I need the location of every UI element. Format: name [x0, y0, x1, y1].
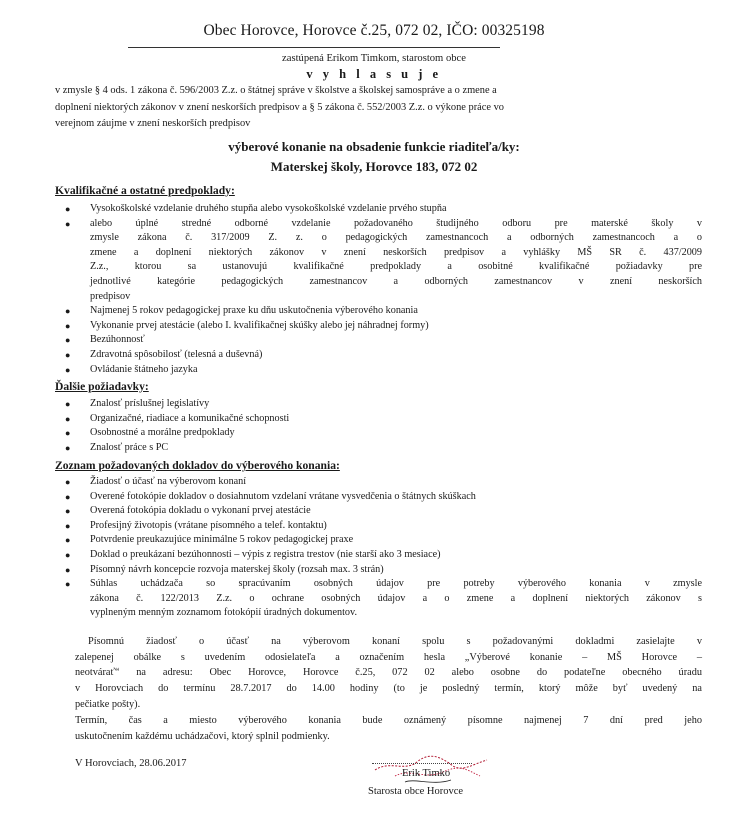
- list-item: ● Žiadosť o účasť na výberovom konaní: [60, 475, 702, 490]
- submission-line: v Horovciach do termínu 28.7.2017 do 14.00 hodiny (to je posledný termín, ktorý môže byť uvedený na: [75, 683, 702, 695]
- submission-paragraph: [75, 634, 702, 713]
- other-requirements-list: [60, 397, 702, 455]
- submission-line: zalepenej obálke s uvedením odosielateľa a označením hesla „Výberové konanie – MŠ Horovce –: [75, 651, 702, 663]
- notice-line: Termín, čas a miesto výberového konania bude oznámený písomne najmenej 7 dní pred jeho: [75, 715, 702, 726]
- list-item: ● Písomný návrh koncepcie rozvoja materskej školy (rozsah max. 3 strán): [60, 563, 702, 578]
- legal-basis-paragraph: [55, 83, 697, 133]
- bullet-icon: ●: [65, 349, 71, 360]
- signer-name: Erik Timko: [402, 768, 451, 779]
- bullet-icon: ●: [65, 413, 71, 424]
- handwritten-signature: [355, 742, 495, 792]
- bullet-icon: ●: [65, 564, 71, 575]
- bullet-icon: ●: [65, 477, 71, 487]
- bullet-icon: ●: [65, 364, 71, 375]
- list-item: ● Potvrdenie preukazujúce minimálne 5 rokov pedagogickej praxe: [60, 533, 702, 548]
- list-item: ● Vykonanie prvej atestácie (alebo I. kvalifikačnej skúšky alebo jej náhradnej formy): [60, 319, 702, 334]
- qualifications-heading: Kvalifikačné a ostatné predpoklady:: [55, 184, 235, 197]
- bullet-icon: ●: [65, 320, 71, 331]
- documents-heading: Zoznam požadovaných dokladov do výberového konania:: [55, 459, 340, 472]
- tender-title-line: Materskej školy, Horovce 183, 072 02: [270, 158, 478, 174]
- intro-line: v zmysle § 4 ods. 1 zákona č. 596/2003 Z.z. o štátnej správe v školstve a školskej samospráve a o zmene a: [55, 85, 497, 96]
- announce-heading: v y h l a s u j e: [306, 67, 442, 81]
- submission-line: pečiatke pošty).: [75, 698, 141, 710]
- list-item: ● Osobnostné a morálne predpoklady: [60, 426, 702, 441]
- list-item: ● Znalosť príslušnej legislatívy: [60, 397, 702, 412]
- list-item: ● Zdravotná spôsobilosť (telesná a duševná): [60, 348, 702, 363]
- bullet-icon: ●: [65, 506, 71, 517]
- bullet-icon: ●: [65, 306, 71, 317]
- bullet-icon: ●: [65, 549, 71, 560]
- intro-line: doplnení niektorých zákonov v znení neskorších predpisov a § 5 zákona č. 552/2003 Z.z. o výkone práce vo: [55, 101, 504, 113]
- list-item: ● Súhlas uchádzača so spracúvaním osobných údajov pre potreby výberového konania v zmysle zákona č. 122/2013 Z.z. o ochrane osobných údajov a o zmene a doplnení niektorých zákonov s vyplneným menným zoznamom fotokópií úradných dokumentov.: [65, 578, 702, 619]
- list-item: ● Overená fotokópia dokladu o vykonaní prvej atestácie: [60, 504, 702, 519]
- bullet-icon: ●: [65, 579, 71, 590]
- tender-title-line: výberové konanie na obsadenie funkcie riaditeľa/ky:: [228, 139, 520, 154]
- list-item: ● Profesijný životopis (vrátane písomného a telef. kontaktu): [60, 519, 702, 534]
- list-item: ● Najmenej 5 rokov pedagogickej praxe ku dňu uskutočnenia výberového konania: [60, 304, 702, 319]
- list-item: ● alebo úplné stredné odborné vzdelanie požadovaného študijného odboru pre materské školy v zmysle zákona č. 317/2009 Z. z. o pedagogických zamestnancoch a odborných zamestnancoch a o zmene a doplnení niektorých zákonov v znení neskorších predpisov a vyhlášky MŠ SR č. 437/2009 Z.z., ktorou sa ustanovujú kvalifikačné predpoklady a osobitné kvalifikačné požiadavky pre jednotlivé kategórie pedagogických zamestnancov a odborných zamestnancov v znení neskorších predpisov: [65, 217, 702, 302]
- notice-paragraph: [75, 713, 702, 744]
- represented-by-line: zastúpená Erikom Timkom, starostom obce: [282, 53, 466, 64]
- list-item: ● Vysokoškolské vzdelanie druhého stupňa alebo vysokoškolské vzdelanie prvého stupňa: [60, 202, 702, 217]
- bullet-icon: ●: [65, 399, 71, 409]
- bullet-icon: ●: [65, 535, 71, 546]
- bullet-icon: ●: [65, 335, 71, 346]
- bullet-icon: ●: [65, 520, 71, 531]
- bullet-icon: ●: [65, 442, 71, 453]
- list-item: ● Overené fotokópie dokladov o dosiahnutom vzdelaní vrátane vysvedčenia o štátnych skúškach: [60, 490, 702, 505]
- signature-line: [372, 763, 472, 764]
- bullet-icon: ●: [65, 428, 71, 439]
- list-item: ● Ovládanie štátneho jazyka: [60, 363, 702, 378]
- list-item: ● Organizačné, riadiace a komunikačné schopnosti: [60, 412, 702, 427]
- header-divider: [128, 47, 500, 48]
- tender-title: [0, 137, 748, 176]
- list-item: ● Doklad o preukázaní bezúhonnosti – výpis z registra trestov (nie starší ako 3 mesiace): [60, 548, 702, 563]
- bullet-icon: ●: [65, 491, 71, 502]
- signer-title: Starosta obce Horovce: [368, 786, 464, 797]
- place-date: V Horovciach, 28.06.2017: [75, 758, 187, 769]
- document-header-title: Obec Horovce, Horovce č.25, 072 02, IČO: 00325198: [203, 22, 545, 39]
- list-item: ● Bezúhonnosť: [60, 333, 702, 348]
- bullet-icon: ●: [65, 218, 71, 229]
- other-requirements-heading: Ďalšie požiadavky:: [55, 380, 149, 393]
- documents-list: [60, 475, 702, 621]
- notice-line: uskutočnením každému uchádzačovi, ktorý splnil podmienky.: [75, 730, 330, 742]
- bullet-icon: ●: [65, 204, 71, 214]
- list-item: ● Znalosť práce s PC: [60, 441, 702, 456]
- qualifications-list: [60, 202, 702, 377]
- submission-line: neotvárať“ na adresu: Obec Horovce, Horovce č.25, 072 02 alebo osobne do podateľne obecného úradu: [75, 667, 702, 679]
- submission-line: Písomnú žiadosť o účasť na výberovom konaní spolu s požadovanými dokladmi zasielajte v: [88, 636, 702, 647]
- intro-line: verejnom záujme v znení neskorších predpisov: [55, 118, 251, 129]
